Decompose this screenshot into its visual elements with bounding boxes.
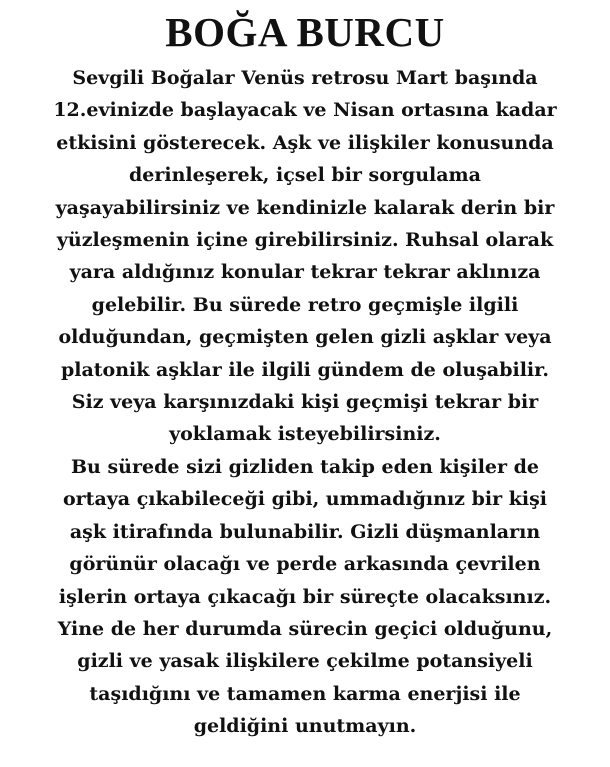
text-line: Siz veya karşınızdaki kişi geçmişi tekrar bir (71, 391, 539, 414)
text-line: derinleşerek, içsel bir sorgulama (129, 164, 481, 187)
text-line: yüzleşmenin içine girebilirsiniz. Ruhsal olarak (56, 229, 554, 252)
text-line: yoklamak isteyebilirsiniz. (169, 423, 441, 446)
text-line: taşıdığını ve tamamen karma enerjisi ile (89, 682, 521, 705)
text-line: Bu sürede sizi gizliden takip eden kişiler de (70, 455, 539, 478)
text-line: görünür olacağı ve perde arkasında çevrilen (69, 553, 541, 576)
text-line: gelebilir. Bu sürede retro geçmişle ilgili (91, 293, 519, 316)
text-line: ortaya çıkabileceği gibi, ummadığınız bir kişi (62, 488, 548, 511)
text-line: yaşayabilirsiniz ve kendinizle kalarak derin bir (55, 196, 555, 219)
horoscope-body (6, 62, 604, 743)
text-line: Yine de her durumda sürecin geçici olduğunu, (57, 617, 553, 640)
text-line: 12.evinizde başlayacak ve Nisan ortasına kadar (53, 99, 557, 122)
text-line: yara aldığınız konular tekrar tekrar aklınıza (69, 261, 541, 284)
text-line: aşk itirafında bulunabilir. Gizli düşmanların (69, 520, 541, 543)
text-line: olduğundan, geçmişten gelen gizli aşklar veya (58, 326, 552, 349)
text-line: geldiğini unutmayın. (193, 715, 417, 738)
text-line: işlerin ortaya çıkacağı bir süreçte olacaksınız. (58, 585, 552, 608)
paragraph-1 (6, 62, 604, 451)
text-line: platonik aşklar ile ilgili gündem de oluşabilir. (60, 358, 550, 381)
text-line: gizli ve yasak ilişkilere çekilme potansiyeli (77, 650, 533, 673)
text-line: Sevgili Boğalar Venüs retrosu Mart başında (72, 67, 538, 89)
page-title: BOĞA BURCU (165, 9, 445, 55)
text-line: etkisini gösterecek. Aşk ve ilişkiler konusunda (56, 131, 554, 154)
paragraph-2 (6, 451, 604, 743)
